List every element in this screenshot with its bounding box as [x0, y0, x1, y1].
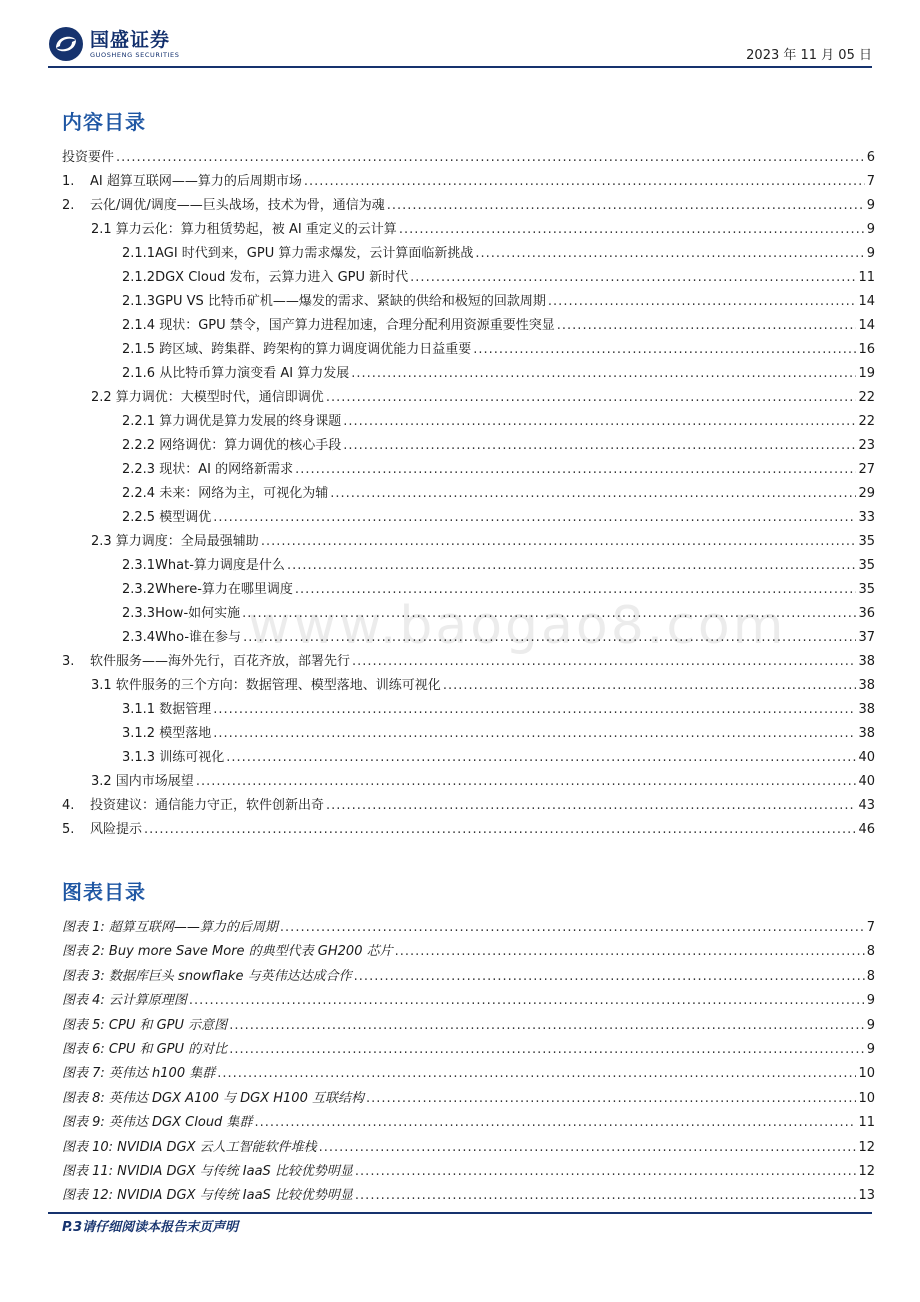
dot-leader: [319, 1136, 857, 1160]
toc-entry-label: 2.2 算力调优：大模型时代，通信即调优: [91, 390, 324, 405]
toc-entry-page: 40: [858, 750, 875, 765]
figure-list: [62, 916, 875, 1209]
toc-entry-page: 33: [858, 510, 875, 525]
dot-leader: [243, 626, 856, 650]
company-logo: [48, 26, 179, 62]
figure-entry[interactable]: [62, 1062, 875, 1086]
figure-entry-label: 图表 7: 英伟达 h100 集群: [62, 1066, 216, 1082]
toc-entry-label: 2.1.1AGI 时代到来，GPU 算力需求爆发，云计算面临新挑战: [122, 246, 474, 261]
toc-entry-page: 7: [866, 174, 875, 189]
figure-entry-page: 13: [858, 1188, 875, 1204]
toc-entry-page: 38: [858, 702, 875, 717]
dot-leader: [355, 1160, 857, 1184]
toc-entry-label: 2.1.3GPU VS 比特币矿机——爆发的需求、紧缺的供给和极短的回款周期: [122, 294, 546, 309]
dot-leader: [144, 818, 856, 842]
toc-entry-page: 14: [858, 318, 875, 333]
toc-entry-label: 云化/调优/调度——巨头战场，技术为骨，通信为魂: [90, 198, 385, 213]
toc-entry-page: 19: [858, 366, 875, 381]
dot-leader: [189, 989, 865, 1013]
figure-entry-page: 12: [858, 1139, 875, 1155]
figure-list-title: 图表目录: [62, 880, 146, 904]
toc-entry-number: 3.: [62, 654, 75, 669]
toc-entry-page: 27: [858, 462, 875, 477]
dot-leader: [116, 146, 865, 170]
dot-leader: [443, 674, 857, 698]
figure-entry-label: 图表 11: NVIDIA DGX 与传统 IaaS 比较优势明显: [62, 1163, 353, 1179]
dot-leader: [343, 410, 856, 434]
dot-leader: [548, 290, 857, 314]
toc-entry-label: 3.2 国内市场展望: [91, 774, 194, 789]
toc-entry-page: 37: [858, 630, 875, 645]
toc-entry-page: 22: [858, 414, 875, 429]
figure-entry[interactable]: [62, 1160, 875, 1184]
toc-entry-label: 2.3.1What-算力调度是什么: [122, 558, 285, 573]
toc-entry-page: 38: [858, 678, 875, 693]
toc-entry[interactable]: [62, 434, 875, 458]
toc-entry-label: 3.1.1 数据管理: [122, 702, 212, 717]
toc-entry-label: 2.2.5 模型调优: [122, 510, 212, 525]
figure-entry-page: 9: [866, 993, 875, 1009]
page-header: [48, 24, 872, 68]
toc-entry-label: 2.2.2 网络调优：算力调优的核心手段: [122, 438, 342, 453]
figure-entry[interactable]: [62, 1014, 875, 1038]
toc-entry-page: 38: [858, 726, 875, 741]
toc-entry-label: 投资要件: [62, 150, 115, 165]
toc-entry[interactable]: [62, 554, 875, 578]
toc-entry[interactable]: [62, 410, 875, 434]
toc-entry-page: 46: [858, 822, 875, 837]
figure-entry-page: 10: [858, 1066, 875, 1082]
watermark: www.baogao8.com: [248, 596, 787, 656]
dot-leader: [242, 602, 856, 626]
figure-entry-page: 8: [866, 944, 875, 960]
dot-leader: [229, 1014, 865, 1038]
toc-entry[interactable]: [62, 650, 875, 674]
toc-entry-label: 3.1 软件服务的三个方向：数据管理、模型落地、训练可视化: [91, 678, 441, 693]
toc-entry-label: 2.2.1 算力调优是算力发展的终身课题: [122, 414, 342, 429]
toc-entry-label: 2.3.3How-如何实施: [122, 606, 241, 621]
dot-leader: [410, 266, 856, 290]
toc-entry-label: 2.3 算力调度：全局最强辅助: [91, 534, 259, 549]
figure-entry-label: 图表 5: CPU 和 GPU 示意图: [62, 1017, 228, 1033]
company-name-cn: 国盛证券: [90, 29, 171, 51]
toc-entry[interactable]: [62, 170, 875, 194]
footer-disclaimer: P.3请仔细阅读本报告末页声明: [62, 1220, 239, 1235]
figure-entry[interactable]: [62, 965, 875, 989]
toc-entry-page: 38: [858, 654, 875, 669]
figure-entry[interactable]: [62, 940, 875, 964]
toc-entry-label: AI 超算互联网——算力的后周期市场: [90, 174, 302, 189]
dot-leader: [330, 482, 856, 506]
toc-entry-label: 2.2.4 未来：网络为主，可视化为辅: [122, 486, 329, 501]
toc-entry[interactable]: [62, 218, 875, 242]
header-divider: [48, 66, 872, 68]
toc-entry[interactable]: [62, 266, 875, 290]
figure-entry-page: 9: [866, 1041, 875, 1057]
toc-entry-page: 11: [858, 270, 875, 285]
toc-entry[interactable]: [62, 530, 875, 554]
toc-entry-page: 23: [858, 438, 875, 453]
toc-list: [62, 146, 875, 842]
figure-entry-label: 图表 9: 英伟达 DGX Cloud 集群: [62, 1115, 253, 1131]
figure-entry[interactable]: [62, 989, 875, 1013]
dot-leader: [213, 506, 856, 530]
toc-entry-page: 35: [858, 534, 875, 549]
figure-entry-page: 12: [858, 1163, 875, 1179]
toc-entry[interactable]: [62, 314, 875, 338]
footer-divider: [48, 1212, 872, 1214]
figure-entry-page: 9: [866, 1017, 875, 1033]
figure-entry-label: 图表 6: CPU 和 GPU 的对比: [62, 1041, 228, 1057]
toc-entry-page: 43: [858, 798, 875, 813]
toc-entry[interactable]: [62, 242, 875, 266]
toc-entry[interactable]: [62, 626, 875, 650]
dot-leader: [399, 218, 865, 242]
toc-entry[interactable]: [62, 386, 875, 410]
toc-entry[interactable]: [62, 338, 875, 362]
dot-leader: [475, 242, 864, 266]
dot-leader: [254, 1111, 856, 1135]
toc-entry-page: 36: [858, 606, 875, 621]
toc-entry[interactable]: [62, 698, 875, 722]
toc-entry-page: 6: [866, 150, 875, 165]
toc-entry[interactable]: [62, 146, 875, 170]
figure-entry-label: 图表 1: 超算互联网——算力的后周期: [62, 920, 278, 935]
dot-leader: [213, 722, 856, 746]
dot-leader: [217, 1062, 856, 1086]
toc-entry[interactable]: [62, 746, 875, 770]
dot-leader: [226, 746, 856, 770]
toc-entry[interactable]: [62, 602, 875, 626]
figure-entry-label: 图表 4: 云计算原理图: [62, 993, 187, 1009]
toc-entry[interactable]: [62, 578, 875, 602]
toc-entry-page: 14: [858, 294, 875, 309]
dot-leader: [352, 650, 856, 674]
dot-leader: [295, 458, 856, 482]
toc-entry[interactable]: [62, 194, 875, 218]
dot-leader: [473, 338, 856, 362]
dot-leader: [196, 770, 857, 794]
figure-entry-page: 7: [866, 920, 875, 935]
toc-entry-label: 2.3.2Where-算力在哪里调度: [122, 582, 293, 597]
toc-entry-page: 40: [858, 774, 875, 789]
toc-entry[interactable]: [62, 290, 875, 314]
dot-leader: [326, 386, 857, 410]
figure-entry-page: 8: [866, 968, 875, 984]
dot-leader: [295, 578, 857, 602]
company-name-en: GUOSHENG SECURITIES: [90, 51, 180, 59]
toc-entry-page: 9: [866, 246, 875, 261]
toc-entry[interactable]: [62, 722, 875, 746]
toc-entry-page: 35: [858, 582, 875, 597]
dot-leader: [261, 530, 857, 554]
toc-entry[interactable]: [62, 458, 875, 482]
toc-entry-label: 2.1.5 跨区域、跨集群、跨架构的算力调度调优能力日益重要: [122, 342, 472, 357]
figure-entry-label: 图表 8: 英伟达 DGX A100 与 DGX H100 互联结构: [62, 1090, 364, 1106]
toc-entry[interactable]: [62, 770, 875, 794]
figure-entry-page: 11: [858, 1115, 875, 1131]
figure-entry[interactable]: [62, 1184, 875, 1208]
toc-entry[interactable]: [62, 674, 875, 698]
dot-leader: [343, 434, 856, 458]
dot-leader: [351, 362, 856, 386]
toc-entry-page: 22: [858, 390, 875, 405]
toc-entry-label: 2.2.3 现状：AI 的网络新需求: [122, 462, 294, 477]
figure-entry-label: 图表 2: Buy more Save More 的典型代表 GH200 芯片: [62, 944, 393, 960]
toc-entry[interactable]: [62, 482, 875, 506]
toc-entry-label: 投资建议：通信能力守正，软件创新出奇: [90, 798, 325, 813]
toc-entry-number: 5.: [62, 822, 75, 837]
toc-entry-number: 2.: [62, 198, 75, 213]
dot-leader: [354, 965, 865, 989]
toc-entry-number: 4.: [62, 798, 75, 813]
dot-leader: [304, 170, 865, 194]
toc-entry[interactable]: [62, 362, 875, 386]
toc-entry-label: 2.1.4 现状：GPU 禁令，国产算力进程加速，合理分配利用资源重要性突显: [122, 318, 555, 333]
dot-leader: [280, 916, 865, 940]
toc-entry-page: 35: [858, 558, 875, 573]
figure-entry[interactable]: [62, 1136, 875, 1160]
toc-entry-label: 3.1.3 训练可视化: [122, 750, 225, 765]
toc-entry-page: 9: [866, 198, 875, 213]
toc-entry-page: 29: [858, 486, 875, 501]
figure-entry-page: 10: [858, 1090, 875, 1106]
guosheng-logo-icon: [48, 26, 84, 62]
figure-entry-label: 图表 12: NVIDIA DGX 与传统 IaaS 比较优势明显: [62, 1188, 353, 1204]
figure-entry[interactable]: [62, 916, 875, 940]
toc-title: 内容目录: [62, 110, 146, 134]
dot-leader: [287, 554, 857, 578]
figure-entry[interactable]: [62, 1111, 875, 1135]
toc-entry-label: 2.1.6 从比特币算力演变看 AI 算力发展: [122, 366, 350, 381]
toc-entry[interactable]: [62, 818, 875, 842]
toc-entry-label: 2.1 算力云化：算力租赁势起，被 AI 重定义的云计算: [91, 222, 397, 237]
report-date: 2023 年 11 月 05 日: [746, 48, 872, 63]
toc-entry-label: 软件服务——海外先行，百花齐放，部署先行: [90, 654, 351, 669]
toc-entry-label: 风险提示: [90, 822, 143, 837]
toc-entry-page: 9: [866, 222, 875, 237]
toc-entry-page: 16: [858, 342, 875, 357]
toc-entry-label: 2.1.2DGX Cloud 发布，云算力进入 GPU 新时代: [122, 270, 409, 285]
dot-leader: [366, 1087, 856, 1111]
toc-entry-number: 1.: [62, 174, 75, 189]
figure-entry-label: 图表 3: 数据库巨头 snowflake 与英伟达达成合作: [62, 968, 352, 984]
dot-leader: [557, 314, 857, 338]
dot-leader: [213, 698, 856, 722]
toc-entry-label: 2.3.4Who-谁在参与: [122, 630, 242, 645]
dot-leader: [355, 1184, 857, 1208]
dot-leader: [387, 194, 865, 218]
toc-entry-label: 3.1.2 模型落地: [122, 726, 212, 741]
dot-leader: [326, 794, 856, 818]
figure-entry[interactable]: [62, 1038, 875, 1062]
figure-entry[interactable]: [62, 1087, 875, 1111]
dot-leader: [229, 1038, 865, 1062]
toc-entry[interactable]: [62, 506, 875, 530]
dot-leader: [395, 940, 865, 964]
figure-entry-label: 图表 10: NVIDIA DGX 云人工智能软件堆栈: [62, 1139, 317, 1155]
toc-entry[interactable]: [62, 794, 875, 818]
